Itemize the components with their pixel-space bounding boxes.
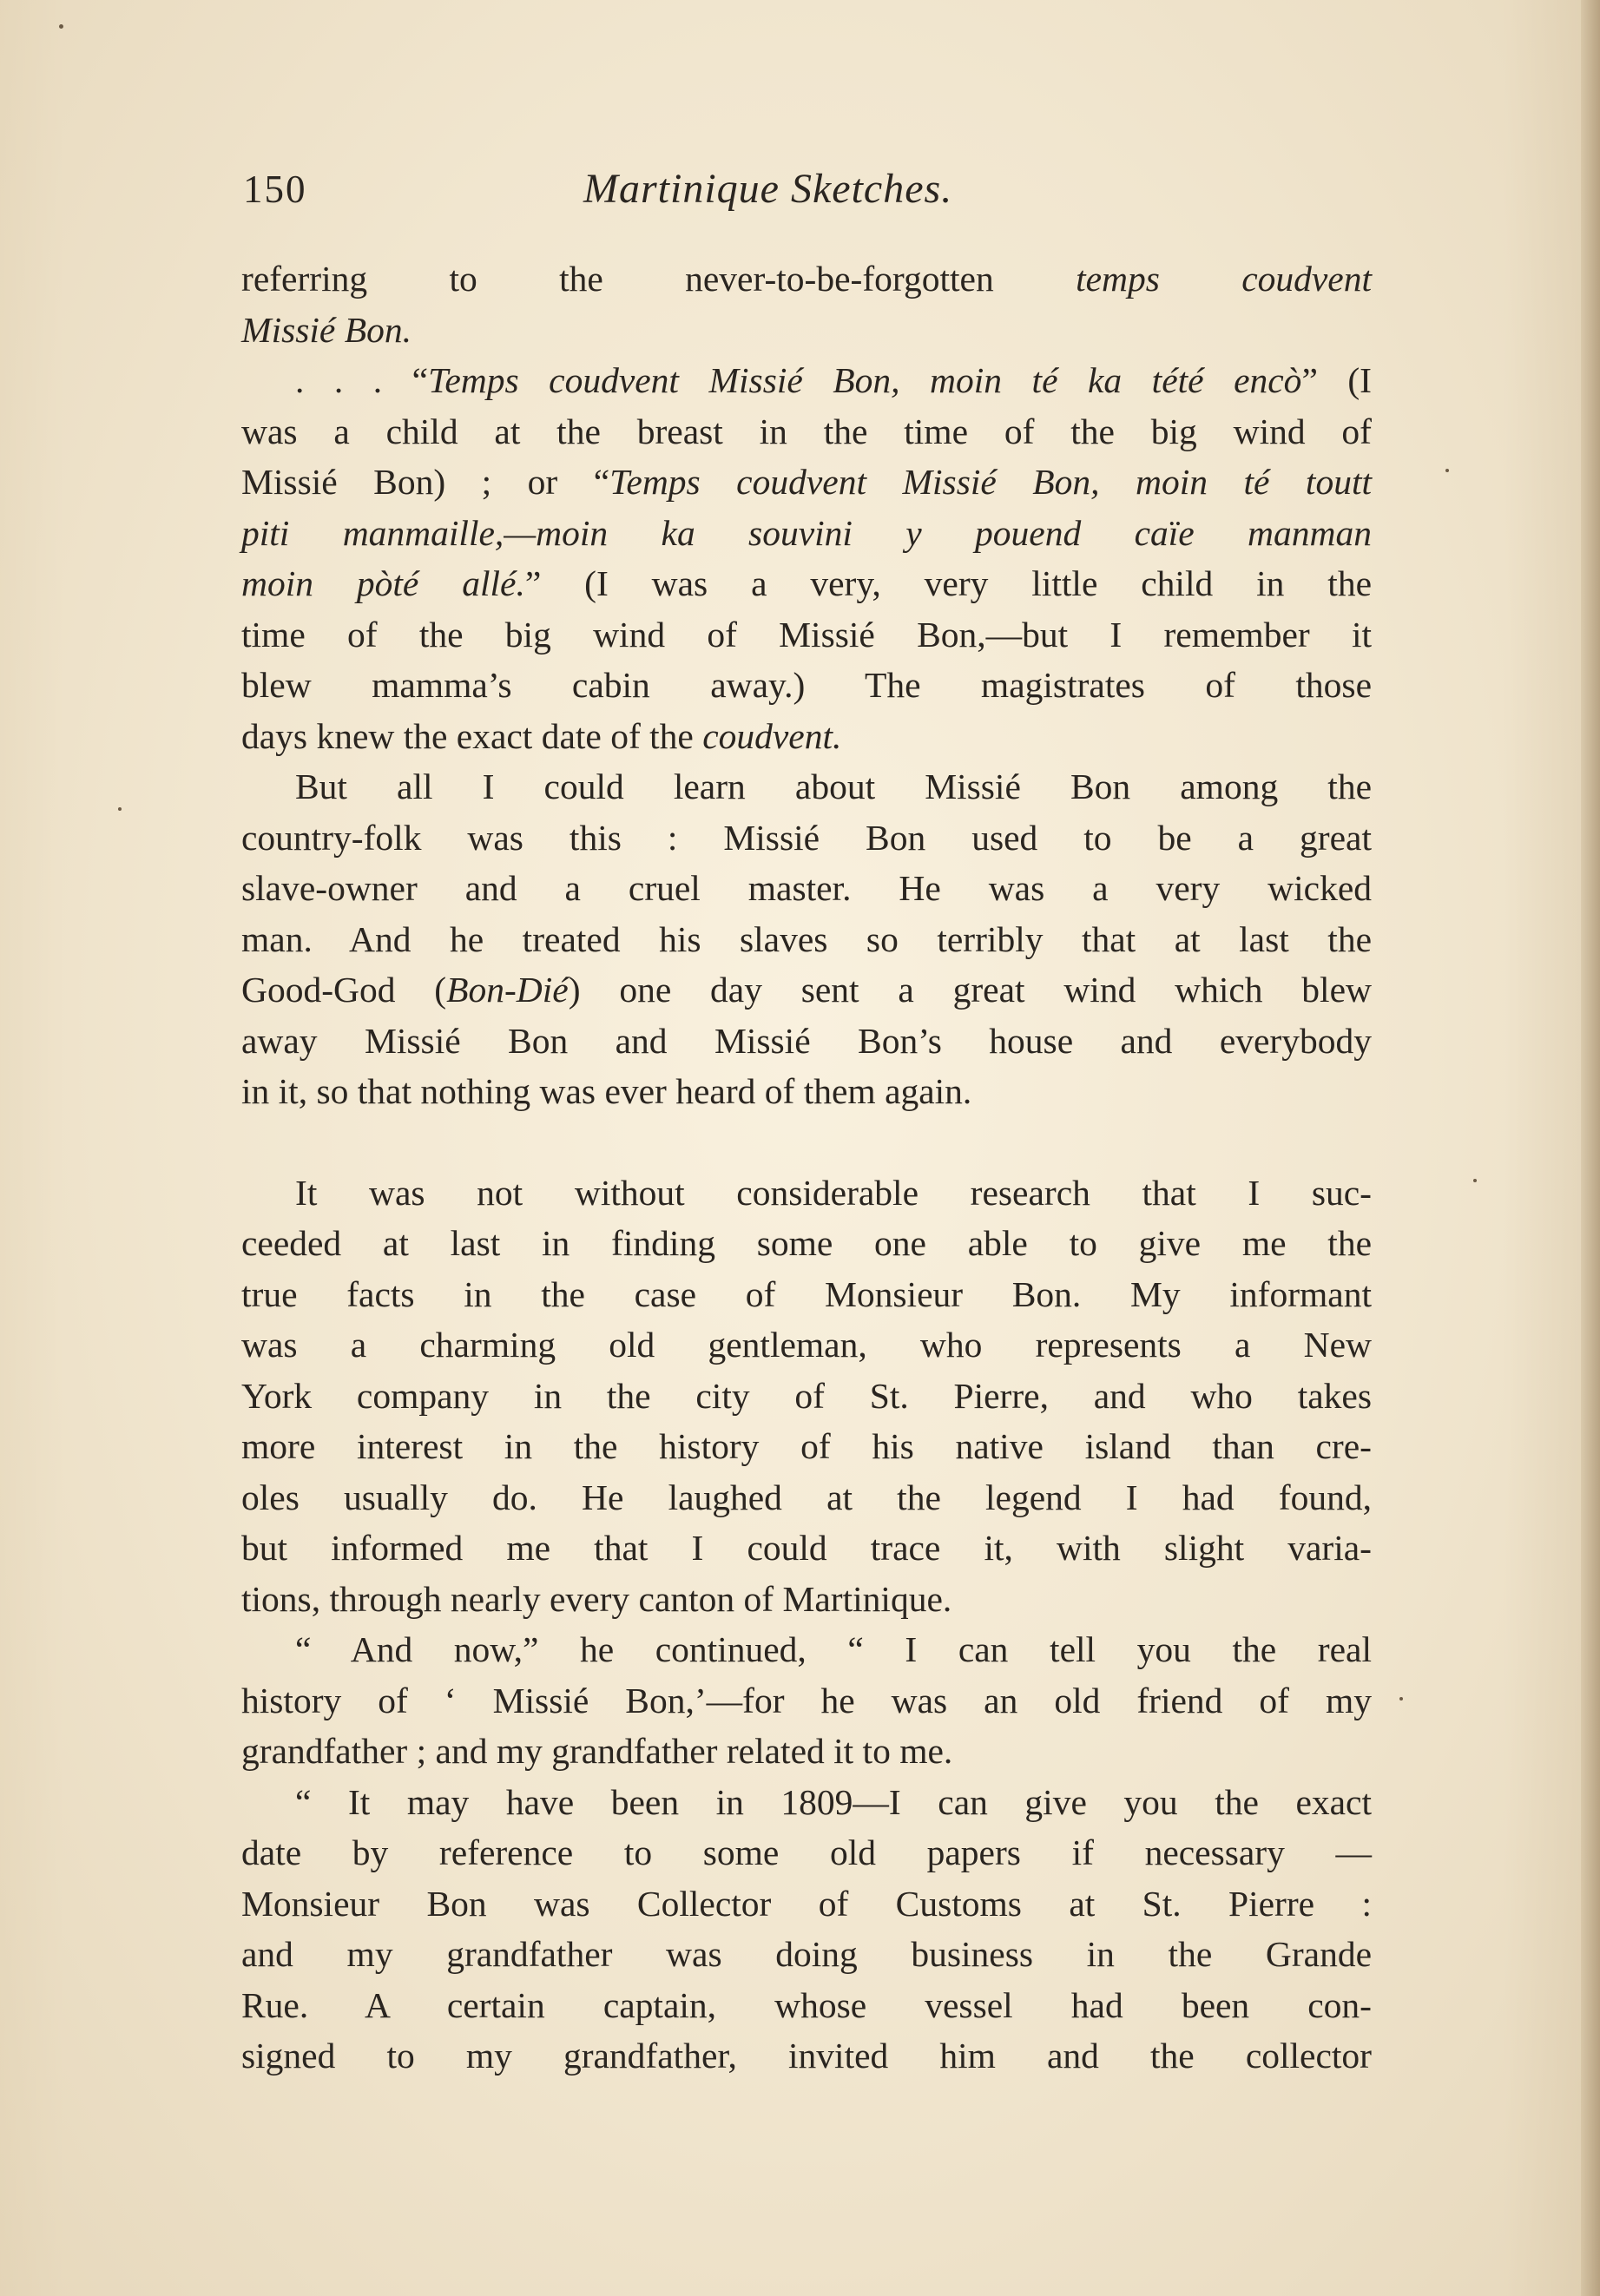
- text-line: man. And he treated his slaves so terribly that at last the: [241, 918, 1372, 959]
- text-line: away Missié Bon and Missié Bon’s house and everybody: [241, 1020, 1372, 1061]
- text-line: Good-God (Bon-Dié) one day sent a great wind which blew: [241, 970, 1372, 1010]
- paper-speck: [1473, 1179, 1477, 1182]
- paper-speck: [118, 807, 122, 811]
- text-line: referring to the never-to-be-forgotten temps coudvent: [241, 259, 1372, 299]
- text-line: history of ‘ Missié Bon,’—for he was an old friend of my: [241, 1680, 1372, 1720]
- text-line: days knew the exact date of the coudvent.: [241, 715, 842, 756]
- paper-speck: [1399, 1697, 1403, 1701]
- paragraph-legend: [241, 761, 1372, 1117]
- running-title: Martinique Sketches.: [583, 166, 953, 212]
- section-gap: [241, 1117, 1372, 1168]
- text-line: . . . “Temps coudvent Missié Bon, moin té ka tété encò” (I: [295, 360, 1373, 400]
- text-line: blew mamma’s cabin away.) The magistrates of those: [241, 665, 1372, 705]
- page-header: [243, 158, 1372, 227]
- text-line: time of the big wind of Missié Bon,—but I remember it: [241, 614, 1372, 655]
- text-line: “ And now,” he continued, “ I can tell you the real: [295, 1629, 1372, 1669]
- text-line: But all I could learn about Missié Bon among the: [295, 766, 1372, 806]
- text-line: in it, so that nothing was ever heard of them again.: [241, 1071, 972, 1111]
- text-line: was a charming old gentleman, who represents a New: [241, 1325, 1372, 1365]
- text-line: signed to my grandfather, invited him and the collector: [241, 2036, 1372, 2076]
- page-number: 150: [243, 168, 307, 211]
- body-text: [241, 253, 1372, 2082]
- text-line: country-folk was this : Missié Bon used to be a great: [241, 817, 1372, 858]
- paragraph-and-now: [241, 1624, 1372, 1777]
- text-line: Rue. A certain captain, whose vessel had been con-: [241, 1984, 1372, 2025]
- paragraph-quotes: [241, 355, 1372, 761]
- text-line: “ It may have been in 1809—I can give you the exact: [295, 1781, 1372, 1822]
- text-line: Monsieur Bon was Collector of Customs at St. Pierre :: [241, 1883, 1372, 1924]
- paper-speck: [1445, 469, 1449, 472]
- text-line: date by reference to some old papers if necessary —: [241, 1832, 1372, 1872]
- text-line: oles usually do. He laughed at the legend I had found,: [241, 1477, 1372, 1517]
- text-line: Missié Bon.: [241, 309, 412, 350]
- text-line: York company in the city of St. Pierre, and who takes: [241, 1375, 1372, 1416]
- text-line: Missié Bon) ; or “Temps coudvent Missié Bon, moin té toutt: [241, 462, 1373, 502]
- paragraph-continuation: [241, 253, 1372, 355]
- text-line: ceeded at last in finding some one able to give me the: [241, 1223, 1372, 1263]
- text-line: true facts in the case of Monsieur Bon. My informant: [241, 1273, 1372, 1314]
- text-line: was a child at the breast in the time of the big wind of: [241, 411, 1372, 451]
- text-line: piti manmaille,—moin ka souvini y pouend caïe manman: [241, 512, 1372, 553]
- text-line: tions, through nearly every canton of Martinique.: [241, 1578, 952, 1619]
- text-line: but informed me that I could trace it, with slight varia-: [241, 1528, 1372, 1568]
- text-line: more interest in the history of his native island than cre-: [241, 1426, 1372, 1466]
- paper-speck: [59, 24, 63, 29]
- text-line: moin pòté allé.” (I was a very, very little child in the: [241, 563, 1372, 603]
- text-line: It was not without considerable research that I suc-: [295, 1172, 1372, 1213]
- page-edge-shadow: [1581, 0, 1600, 2296]
- paragraph-research: [241, 1168, 1372, 1625]
- text-line: grandfather ; and my grandfather related it to me.: [241, 1731, 953, 1771]
- paragraph-1809: [241, 1777, 1372, 2082]
- text-line: and my grandfather was doing business in the Grande: [241, 1934, 1372, 1974]
- text-line: slave-owner and a cruel master. He was a very wicked: [241, 868, 1372, 908]
